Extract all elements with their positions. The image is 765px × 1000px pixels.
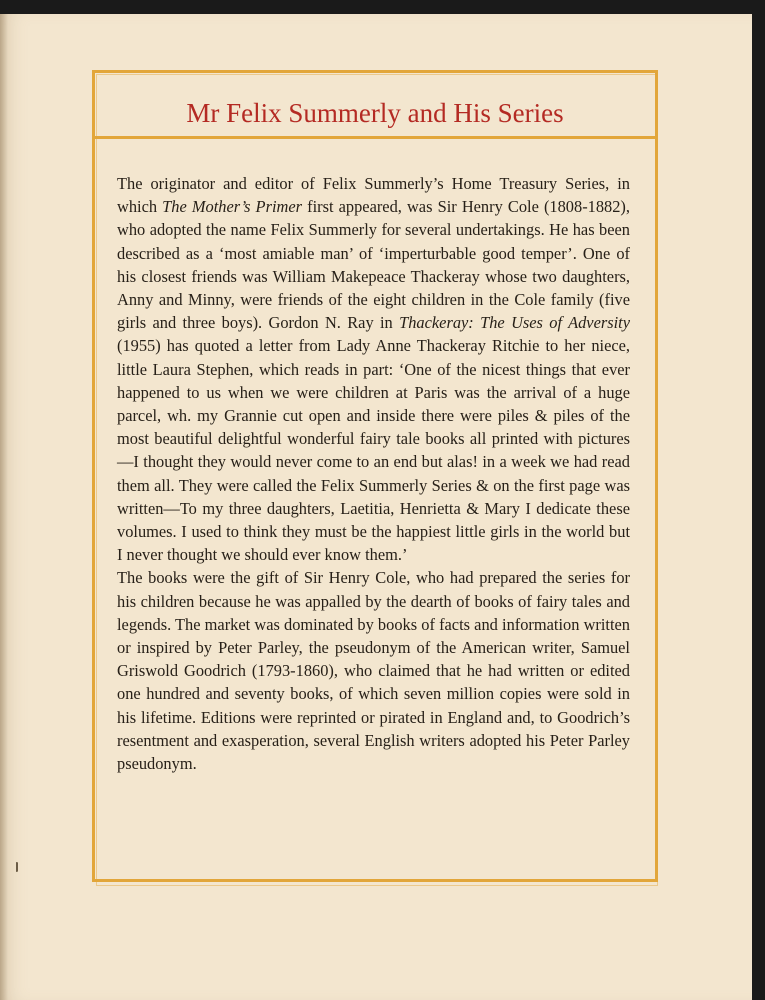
margin-mark [16,862,21,872]
book-title-mothers-primer: The Mother’s Primer [162,197,302,217]
paragraph-1-text-b: first appeared, was Sir Henry Cole (1808-1882), who adopted the name Felix Summerly for several undertakings. He has been described as a ‘most amiable man’ of ‘imperturbable good temper’. One of his closest friends was William Makepeace Thackeray whose two daughters, Anny and Minny, were friends of the eight children in the Cole family (five girls and three boys). Gordon N. Ray in [117,197,630,333]
book-title-thackeray-uses-of-adversity: Thackeray: The Uses of Adversity [399,313,631,333]
paragraph-1-text-c: (1955) has quoted a letter from Lady Anne Thackeray Ritchie to her niece, little Laura Stephen, which reads in part: ‘One of the nicest things that ever happened to us when we were children at Paris was the arrival of a huge parcel, wh. my Grannie cut open and inside there were piles & piles of the most beautiful delightful wonderful fairy tale books all printed with pictures—I thought they would never come to an end but alas! in a week we had read them all. They were called the Felix Summerly Series & on the first page was written—To my three daughters, Laetitia, Henrietta & Mary I dedicate these volumes. I used to think they must be the happiest little girls in the world but I never thought we should ever know them.’ [117,336,630,565]
body-text [117,172,630,775]
page-title: Mr Felix Summerly and His Series [186,98,564,128]
paragraph-1-text-a: The originator and editor of Felix Summerly’s Home Treasury Series, in which [117,174,630,217]
paragraph-2: The books were the gift of Sir Henry Cole, who had prepared the series for his children because he was appalled by the dearth of books of fairy tales and legends. The market was dominated by books of facts and information written or inspired by Peter Parley, the pseudonym of the American writer, Samuel Griswold Goodrich (1793-1860), who claimed that he had written or edited one hundred and seventy books, of which seven million copies were sold in his lifetime. Editions were reprinted or pirated in England and, to Goodrich’s resentment and exasperation, several English writers adopted his Peter Parley pseudonym. [117,568,630,774]
paragraph-1 [117,172,630,566]
page-gutter-shadow [0,14,8,1000]
title-divider-rule [92,136,658,139]
